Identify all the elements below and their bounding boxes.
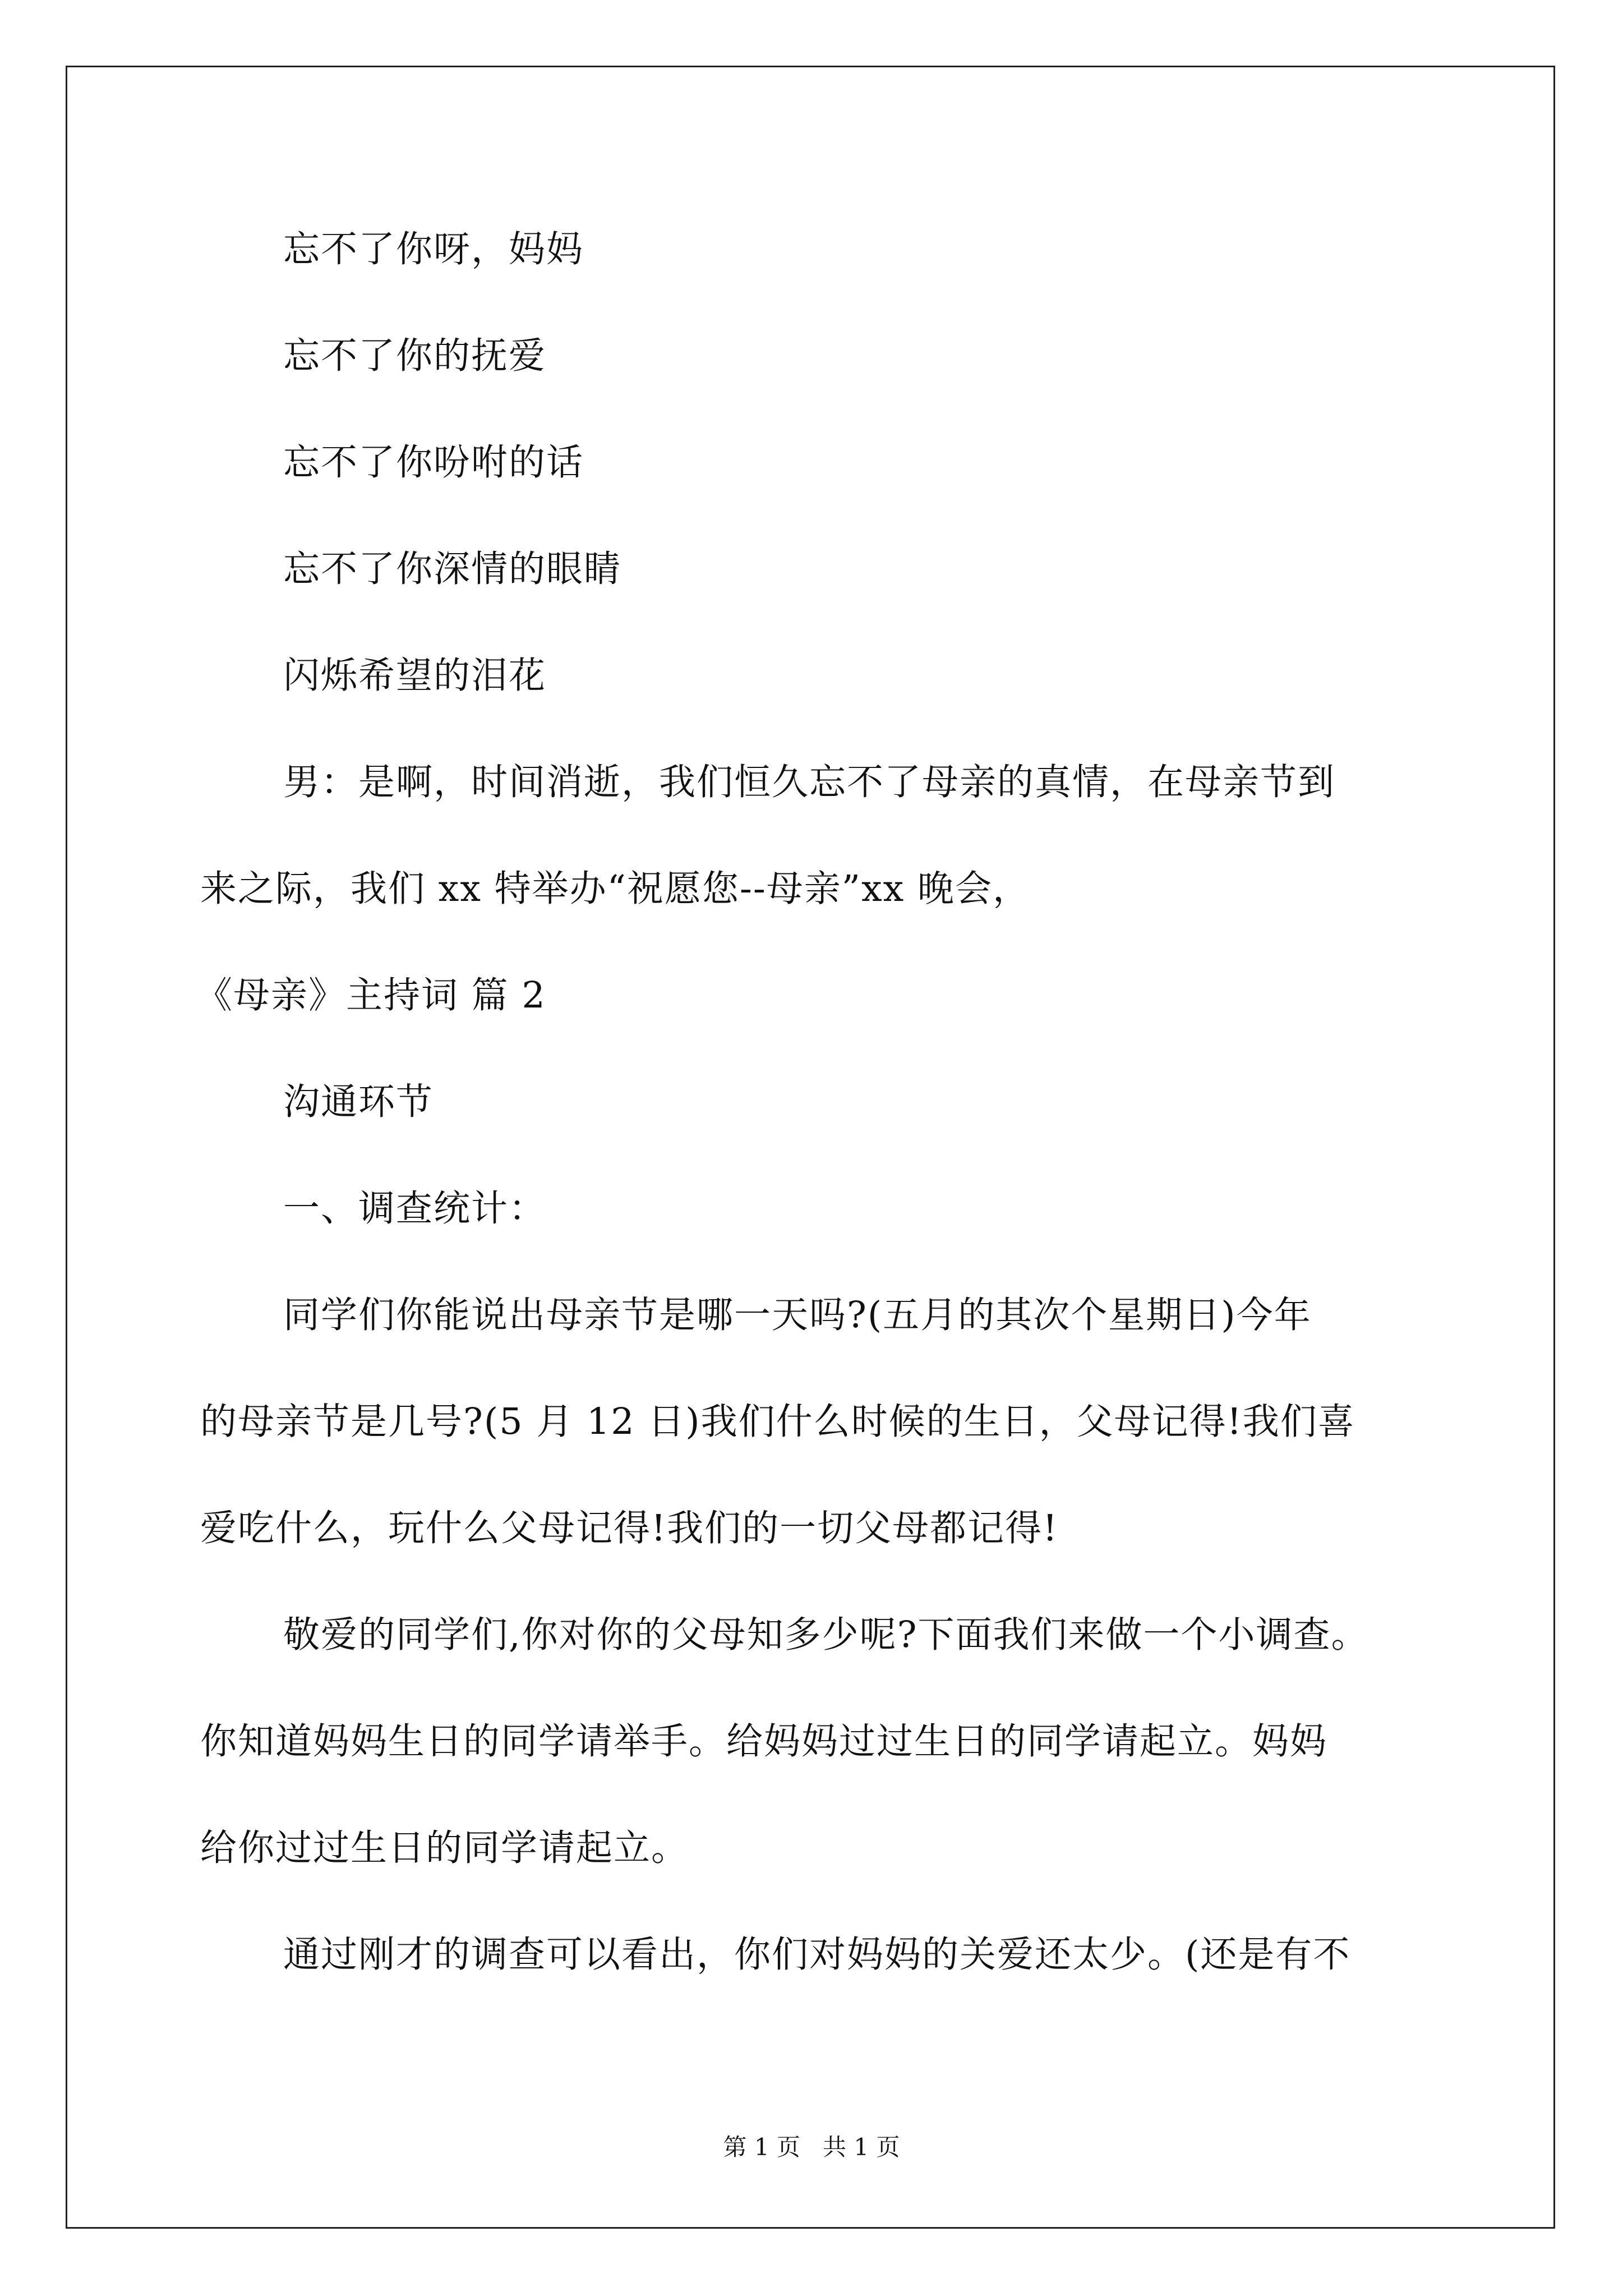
page-footer: 第 1 页 共 1 页 bbox=[723, 2133, 900, 2161]
paragraph-line: 通过刚才的调查可以看出，你们对妈妈的关爱还太少。(还是有不 bbox=[283, 1934, 1351, 1976]
paragraph-line: 你知道妈妈生日的同学请举手。给妈妈过过生日的同学请起立。妈妈 bbox=[200, 1720, 1328, 1763]
paragraph-line: 敬爱的同学们,你对你的父母知多少呢?下面我们来做一个小调查。 bbox=[283, 1614, 1369, 1656]
paragraph-line: 给你过过生日的同学请起立。 bbox=[200, 1827, 689, 1869]
subsection-heading: 一、调查统计： bbox=[283, 1188, 547, 1230]
paragraph-line: 来之际，我们 xx 特举办“祝愿您--母亲”xx 晚会， bbox=[200, 868, 1031, 910]
section-heading: 《母亲》主持词 篇 2 bbox=[196, 974, 546, 1016]
poem-line: 闪烁希望的泪花 bbox=[283, 655, 547, 697]
poem-line: 忘不了你的抚爱 bbox=[283, 335, 547, 377]
subsection-heading: 沟通环节 bbox=[283, 1081, 434, 1123]
paragraph-line: 男：是啊，时间消逝，我们恒久忘不了母亲的真情，在母亲节到 bbox=[283, 761, 1336, 803]
document-body bbox=[196, 196, 1428, 2008]
poem-line: 忘不了你呀，妈妈 bbox=[283, 228, 584, 270]
paragraph-line: 爱吃什么，玩什么父母记得!我们的一切父母都记得! bbox=[200, 1507, 1059, 1549]
poem-line: 忘不了你吩咐的话 bbox=[283, 441, 584, 484]
paragraph-line: 的母亲节是几号?(5 月 12 日)我们什么时候的生日，父母记得!我们喜 bbox=[200, 1401, 1355, 1443]
poem-line: 忘不了你深情的眼睛 bbox=[283, 548, 622, 590]
paragraph-line: 同学们你能说出母亲节是哪一天吗?(五月的其次个星期日)今年 bbox=[283, 1294, 1312, 1336]
